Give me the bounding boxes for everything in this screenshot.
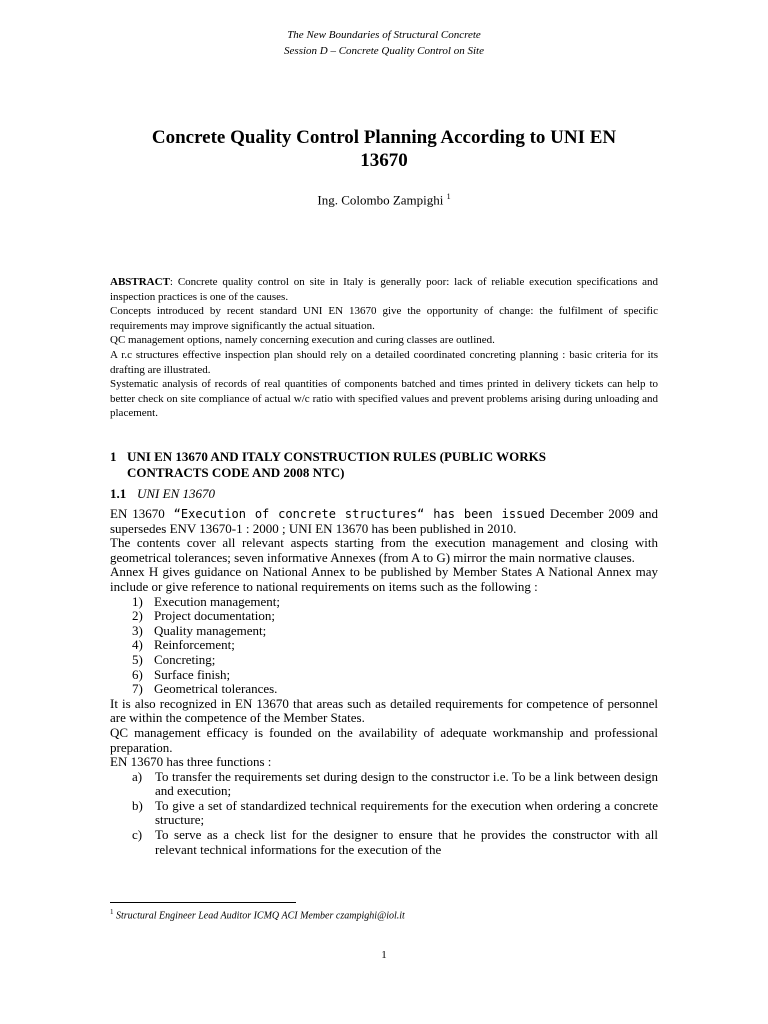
list-item: 1) Execution management; (132, 593, 280, 609)
list-item: c) To serve as a check list for the designer to ensure that he provides the constructor with all relevant technical informations for the execution of the (132, 827, 658, 857)
list-item: a) To transfer the requirements set during design to the constructor i.e. To be a link between design and execution; (132, 768, 658, 799)
abstract-paragraph: A r.c structures effective inspection plan should rely on a detailed coordinated concreting planning : basic criteria for its drafting are illustrated. (110, 348, 658, 376)
author-line (110, 188, 658, 208)
list-item: 4) Reinforcement; (132, 637, 235, 653)
footnote-divider (110, 902, 296, 903)
author-name: Ing. Colombo Zampighi (317, 192, 444, 208)
section-number: 1 (110, 449, 117, 464)
list-item: b) To give a set of standardized technical requirements for the execution when ordering a concrete structure; (132, 797, 658, 828)
section-title-line-1: UNI EN 13670 AND ITALY CONSTRUCTION RULES (PUBLIC WORKS (127, 449, 546, 464)
body-paragraph: QC management efficacy is founded on the availability of adequate workmanship and professional preparation. (110, 724, 658, 755)
footnote (110, 906, 658, 922)
paper-title-line-1: Concrete Quality Control Planning According to UNI EN (151, 127, 617, 148)
section-heading-1 (110, 449, 658, 481)
abstract (110, 275, 658, 421)
lettered-list (110, 770, 658, 858)
subsection-number: 1.1 (110, 486, 127, 501)
running-head-line-1: The New Boundaries of Structural Concrete (287, 29, 481, 41)
list-item: 5) Concreting; (132, 651, 216, 667)
abstract-label: ABSTRACT (110, 276, 170, 288)
paper-title (110, 126, 658, 172)
subsection-title: UNI EN 13670 (137, 486, 215, 501)
abstract-paragraph: QC management options, namely concerning execution and curing classes are outlined. (110, 334, 495, 347)
body-paragraph: EN 13670 has three functions : (110, 754, 272, 770)
running-head-line-2: Session D – Concrete Quality Control on Site (284, 45, 484, 57)
body-paragraph: It is also recognized in EN 13670 that areas such as detailed requirements for competence of personnel are within the competence of the Member States. (110, 695, 658, 726)
list-item: 6) Surface finish; (132, 666, 231, 682)
subsection-heading-1-1 (110, 485, 658, 502)
page-number: 1 (381, 949, 387, 961)
numbered-list (110, 595, 658, 697)
abstract-paragraph: Systematic analysis of records of real quantities of components batched and times printed in delivery tickets can help to better check on site compliance of actual w/c ratio with specified values and prevent problems arising during unloading and placement. (110, 378, 658, 420)
section-title-line-2: CONTRACTS CODE AND 2008 NTC) (127, 465, 345, 480)
body-paragraph: EN 13670 “Execution of concrete structures“ has been issued December 2009 and supersedes ENV 13670-1 : 2000 ; UNI EN 13670 has been published in 2010. (110, 506, 658, 536)
body-paragraph: Annex H gives guidance on National Annex to be published by Member States A National Annex may include or give reference to national requirements on items such as the following : (110, 564, 658, 594)
abstract-paragraph: ABSTRACT: Concrete quality control on site in Italy is generally poor: lack of reliable execution specifications and inspection practices is one of the causes. (110, 276, 658, 303)
section-body (110, 507, 658, 857)
footnote-text: Structural Engineer Lead Auditor ICMQ ACI Member czampighi@iol.it (116, 910, 405, 922)
abstract-paragraph: Concepts introduced by recent standard UNI EN 13670 give the opportunity of change: the fulfilment of specific requirements may improve significantly the actual situation. (110, 305, 658, 332)
footnote-mark: 1 (110, 908, 114, 916)
list-item: 3) Quality management; (132, 622, 267, 638)
paper-title-line-2: 13670 (360, 150, 408, 171)
author-footnote-mark: 1 (446, 192, 451, 201)
body-paragraph: The contents cover all relevant aspects starting from the execution management and closing with geometrical tolerances; seven informative Annexes (from A to G) mirror the main normative clauses. (110, 535, 658, 565)
list-item: 7) Geometrical tolerances. (132, 681, 278, 697)
list-item: 2) Project documentation; (132, 608, 275, 624)
